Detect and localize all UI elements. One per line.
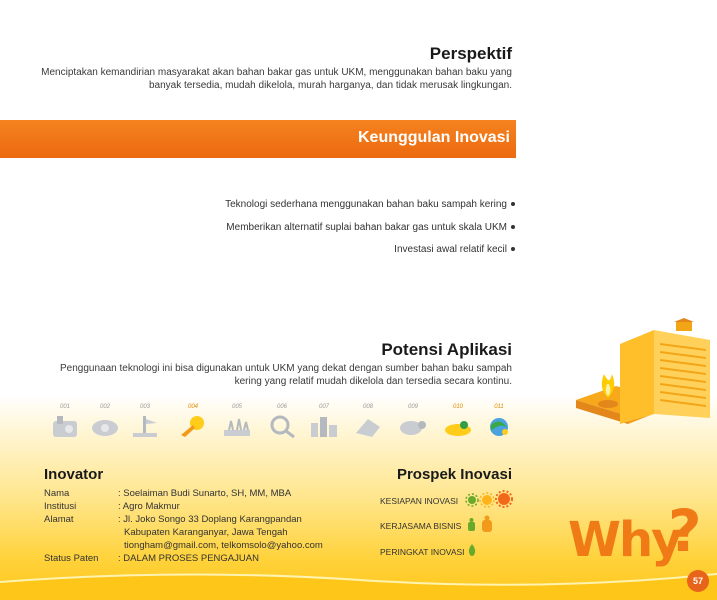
alamat-value-2: Kabupaten Karanganyar, Jawa Tengah <box>124 527 288 538</box>
energy-icon <box>177 413 209 439</box>
perspektif-line-2: banyak tersedia, mudah dikelola, murah harganya, dan tidak merusak lingkungan. <box>149 80 512 91</box>
farm-icon <box>221 413 253 439</box>
environment-icon <box>483 413 515 439</box>
question-mark-text: ? <box>668 497 702 565</box>
prospek-title: Prospek Inovasi <box>396 466 512 483</box>
sector-icon-cell <box>437 404 479 444</box>
sector-number: 003 <box>139 404 150 410</box>
paten-value: : DALAM PROSES PENGAJUAN <box>118 553 259 564</box>
keunggulan-bar <box>0 120 516 158</box>
city-icon <box>308 413 340 439</box>
page-number: 57 <box>687 570 709 592</box>
bullet-icon <box>511 202 515 206</box>
gear-icon <box>89 413 121 439</box>
potensi-line-1: Penggunaan teknologi ini bisa digunakan untuk UKM yang dekat dengan sumber bahan baku sampah <box>60 363 512 374</box>
sector-number: 006 <box>276 404 287 410</box>
sector-icon-cell <box>216 404 258 444</box>
sector-number: 005 <box>231 404 242 410</box>
keunggulan-item <box>394 244 515 255</box>
plant-icon <box>129 413 161 439</box>
sector-number: 009 <box>407 404 418 410</box>
fish-icon <box>352 413 384 439</box>
keunggulan-item-text: Memberikan alternatif suplai bahan bakar gas untuk skala UKM <box>226 222 507 233</box>
sector-number: 008 <box>362 404 373 410</box>
sector-icon-cell <box>303 404 345 444</box>
search-icon <box>266 413 298 439</box>
health-icon <box>442 413 474 439</box>
sector-number: 001 <box>59 404 70 410</box>
paten-label: Status Paten <box>44 553 99 564</box>
peringkat-rating-icon <box>464 542 480 558</box>
perspektif-text <box>0 66 512 92</box>
sector-icon-cell <box>44 404 86 444</box>
sector-number: 010 <box>452 404 463 410</box>
sector-number: 002 <box>99 404 110 410</box>
kerjasama-label: KERJASAMA BISNIS <box>380 521 462 531</box>
sector-icon-cell <box>478 404 520 444</box>
potensi-line-2: kering yang relatif mudah dikelola dan tersedia secara kontinu. <box>234 376 512 387</box>
alamat-value-1: : Jl. Joko Songo 33 Doplang Karangpandan <box>118 514 302 525</box>
kesiapan-label: KESIAPAN INOVASI <box>380 496 459 506</box>
alamat-label: Alamat <box>44 514 74 525</box>
sector-number: 004 <box>187 404 198 410</box>
sector-icon-cell <box>124 404 166 444</box>
sector-number: 011 <box>494 404 504 410</box>
potensi-title: Potensi Aplikasi <box>381 340 512 359</box>
bullet-icon <box>511 247 515 251</box>
kerjasama-rating-icon <box>464 515 500 533</box>
keunggulan-item-text: Investasi awal relatif kecil <box>394 244 507 255</box>
bullet-icon <box>511 225 515 229</box>
bottom-wave <box>0 560 717 600</box>
keunggulan-item-text: Teknologi sederhana menggunakan bahan baku sampah kering <box>225 199 507 210</box>
keunggulan-item <box>226 222 515 233</box>
keunggulan-item <box>225 199 515 210</box>
perspektif-title: Perspektif <box>429 44 512 63</box>
building-illustration <box>568 318 716 436</box>
email-value: tiongham@gmail.com, telkomsolo@yahoo.com <box>124 540 323 551</box>
perspektif-line-1: Menciptakan kemandirian masyarakat akan bahan bakar gas untuk UKM, menggunakan bahan baku yang <box>41 67 512 78</box>
inovator-title: Inovator <box>44 466 104 483</box>
sector-icon-cell <box>347 404 389 444</box>
kesiapan-rating-icon <box>464 490 514 508</box>
nama-value: : Soelaiman Budi Sunarto, SH, MM, MBA <box>118 488 292 499</box>
sector-icon-cell <box>84 404 126 444</box>
keunggulan-title: Keunggulan Inovasi <box>357 129 510 146</box>
nama-label: Nama <box>44 488 70 499</box>
institusi-label: Institusi <box>44 501 77 512</box>
sector-icon-cell <box>172 404 214 444</box>
livestock-icon <box>397 413 429 439</box>
sector-number: 007 <box>318 404 329 410</box>
sector-icon-cell <box>392 404 434 444</box>
why-text: Why <box>568 512 681 568</box>
institusi-value: : Agro Makmur <box>118 501 180 512</box>
potensi-text <box>0 362 512 388</box>
peringkat-label: PERINGKAT INOVASI <box>380 547 465 557</box>
sector-icon-cell <box>261 404 303 444</box>
factory-icon <box>49 413 81 439</box>
